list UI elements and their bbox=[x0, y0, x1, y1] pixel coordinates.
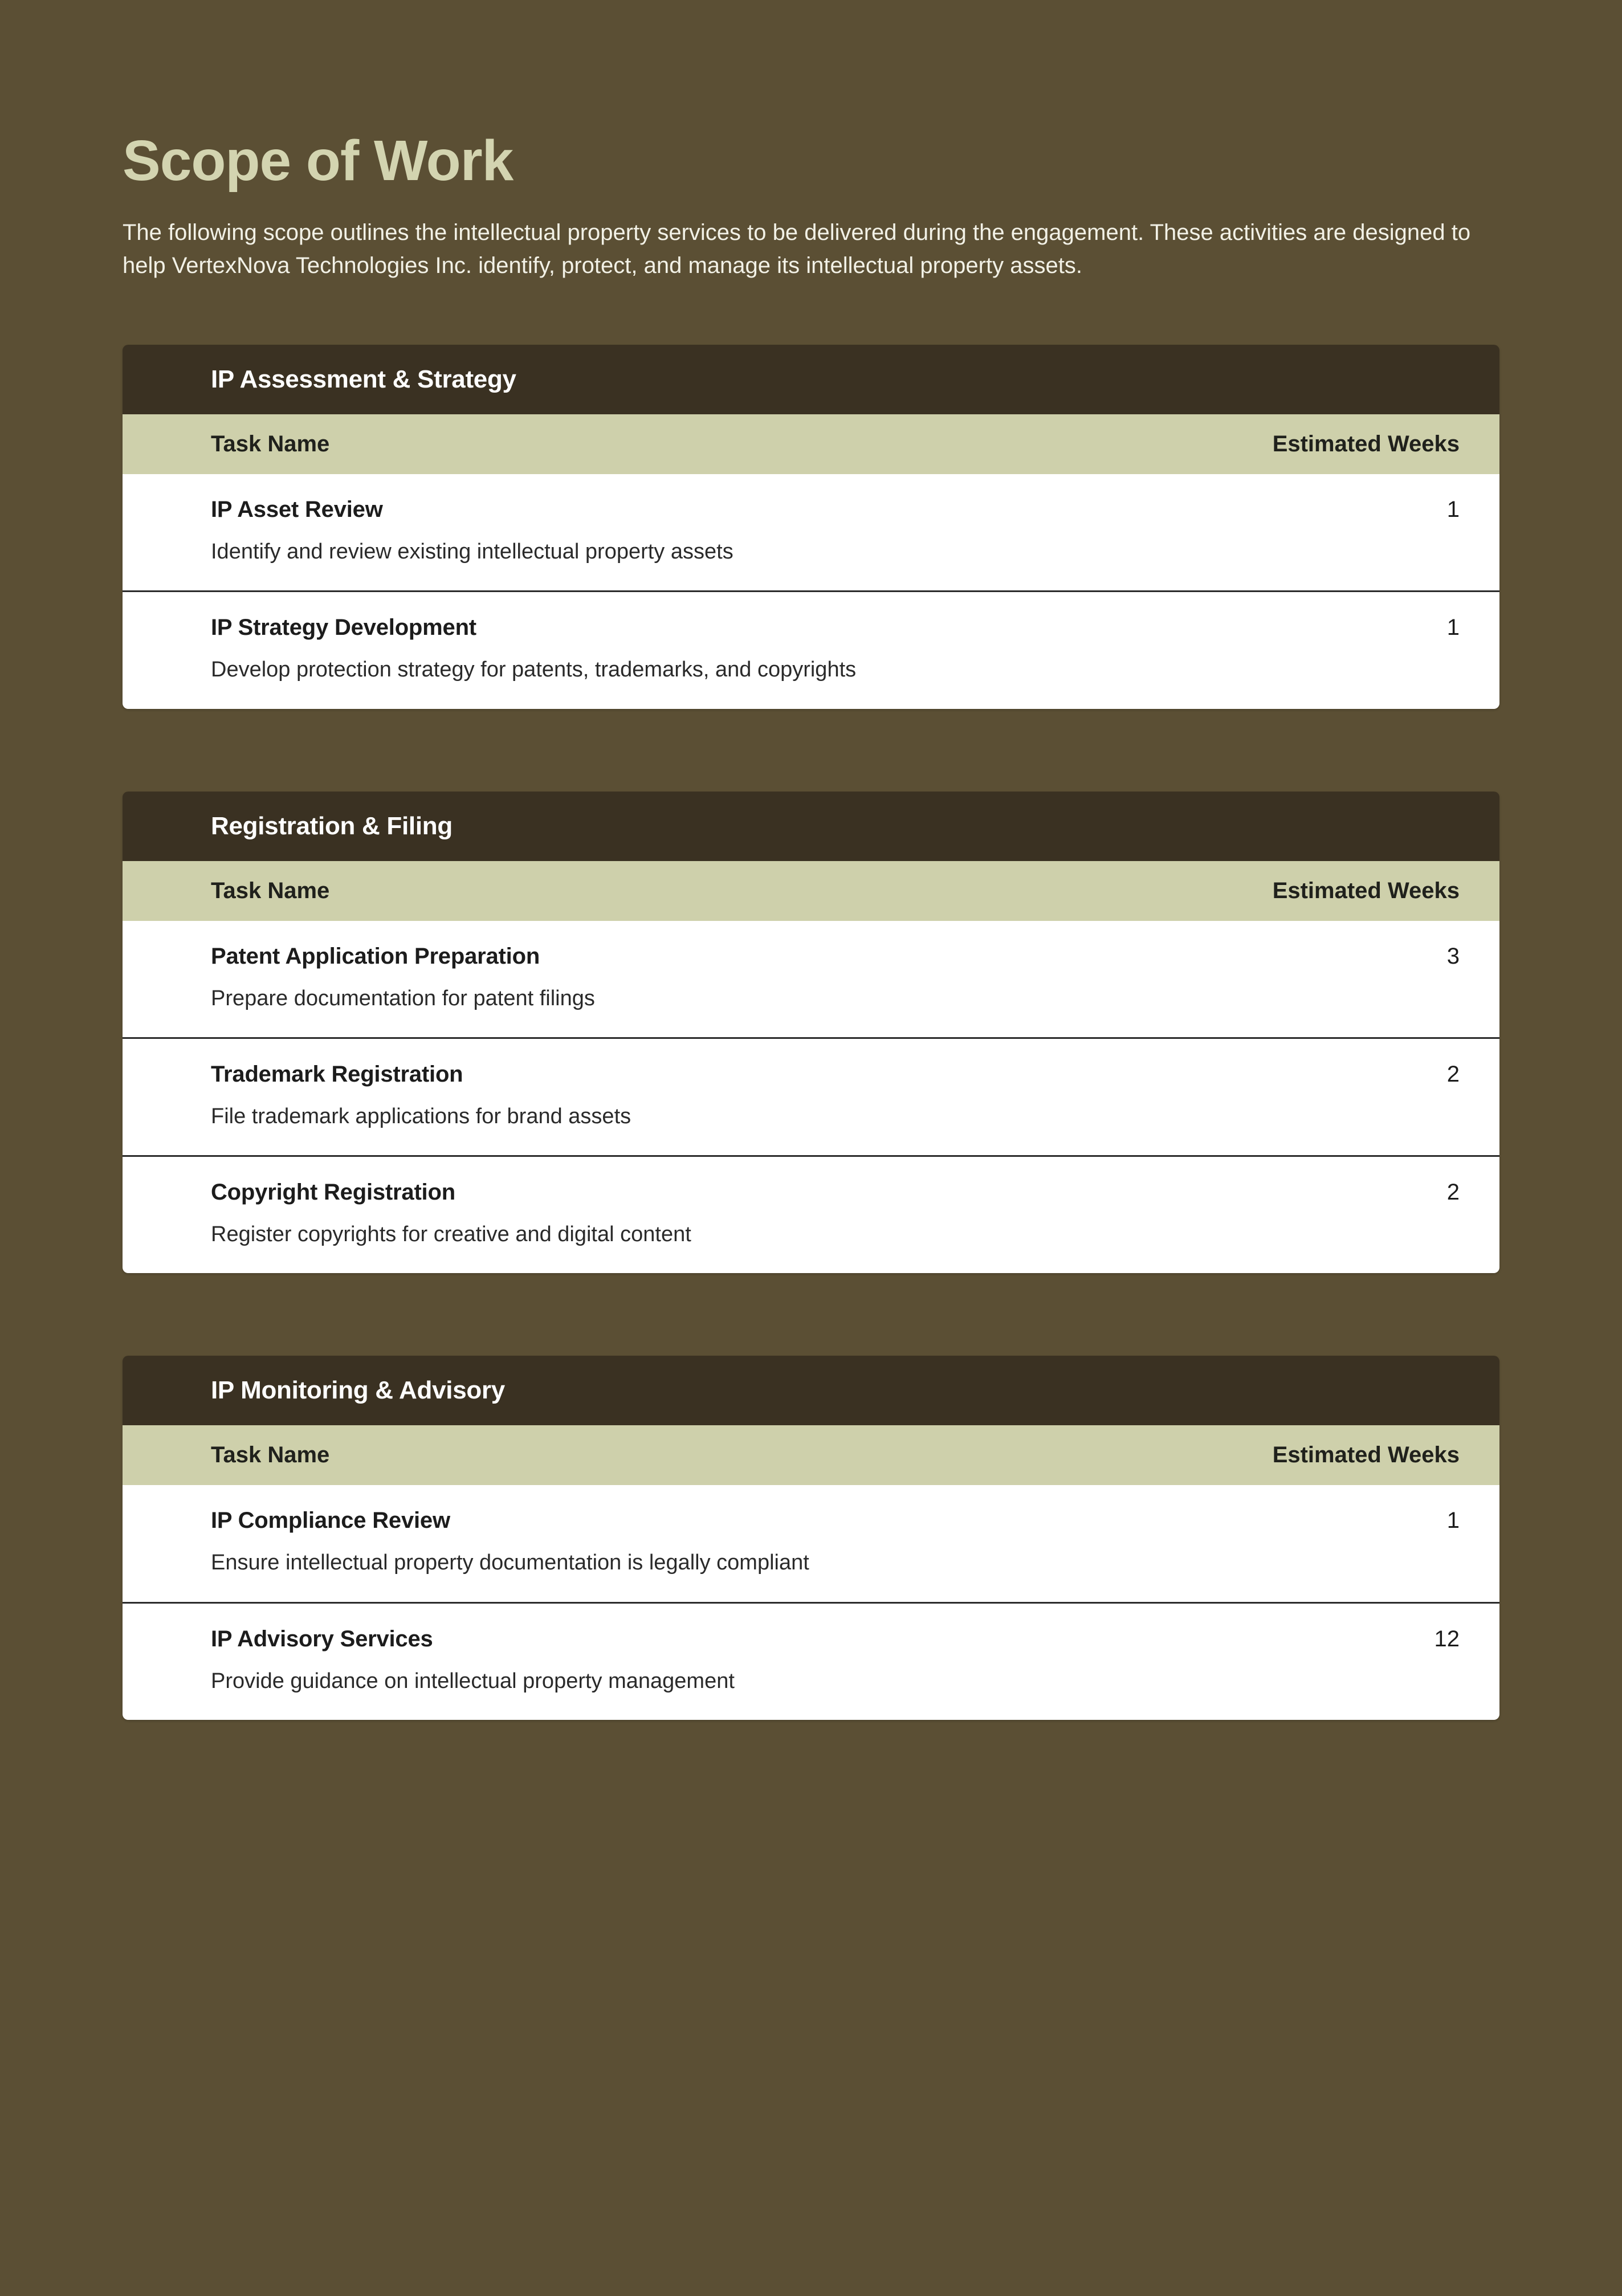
task-name: Copyright Registration bbox=[211, 1180, 455, 1205]
table-column-header bbox=[123, 1425, 1499, 1485]
task-name: Patent Application Preparation bbox=[211, 943, 540, 969]
table-row-top bbox=[211, 1180, 1460, 1205]
table-column-header bbox=[123, 414, 1499, 474]
table-row bbox=[123, 474, 1499, 592]
column-header-estimated-weeks: Estimated Weeks bbox=[1272, 1442, 1460, 1468]
column-header-task-name: Task Name bbox=[211, 878, 330, 903]
table-row-top bbox=[211, 1062, 1460, 1087]
task-description: Ensure intellectual property documentation is legally compliant bbox=[211, 1551, 809, 1575]
table-body bbox=[123, 921, 1499, 1274]
section-header: IP Monitoring & Advisory bbox=[123, 1356, 1499, 1425]
section-ip-monitoring-advisory bbox=[123, 1356, 1499, 1720]
task-name: Trademark Registration bbox=[211, 1061, 463, 1087]
page-title: Scope of Work bbox=[123, 129, 514, 193]
task-name: IP Strategy Development bbox=[211, 615, 476, 641]
task-name: IP Asset Review bbox=[211, 497, 383, 522]
table-row-top bbox=[211, 497, 1460, 523]
task-estimated-weeks: 1 bbox=[1446, 615, 1460, 641]
table-row bbox=[123, 1485, 1499, 1603]
section-header: IP Assessment & Strategy bbox=[123, 345, 1499, 414]
task-description: Register copyrights for creative and digital content bbox=[211, 1222, 691, 1247]
table-row-top bbox=[211, 944, 1460, 969]
task-estimated-weeks: 2 bbox=[1446, 1180, 1460, 1205]
task-name: IP Compliance Review bbox=[211, 1508, 450, 1534]
table-row-top bbox=[211, 1626, 1460, 1652]
task-description: Provide guidance on intellectual property management bbox=[211, 1669, 735, 1693]
task-description: File trademark applications for brand assets bbox=[211, 1104, 631, 1128]
task-estimated-weeks: 1 bbox=[1446, 1508, 1460, 1534]
task-description: Develop protection strategy for patents, trademarks, and copyrights bbox=[211, 658, 857, 682]
table-row bbox=[123, 921, 1499, 1039]
table-row bbox=[123, 1604, 1499, 1720]
intro-paragraph: The following scope outlines the intellectual property services to be delivered during the engagement. These activities are designed to help VertexNova Technologies Inc. identify, protect, and manage its intellectual property assets. bbox=[123, 220, 1471, 278]
section-registration-filing bbox=[123, 792, 1499, 1274]
task-estimated-weeks: 1 bbox=[1446, 497, 1460, 522]
column-header-estimated-weeks: Estimated Weeks bbox=[1272, 431, 1460, 456]
task-name: IP Advisory Services bbox=[211, 1626, 433, 1651]
column-header-task-name: Task Name bbox=[211, 431, 330, 456]
table-row bbox=[123, 1039, 1499, 1157]
table-body bbox=[123, 1485, 1499, 1720]
task-estimated-weeks: 2 bbox=[1446, 1061, 1460, 1087]
table-row bbox=[123, 592, 1499, 708]
table-body bbox=[123, 474, 1499, 709]
task-estimated-weeks: 3 bbox=[1446, 943, 1460, 969]
table-column-header bbox=[123, 861, 1499, 921]
task-description: Prepare documentation for patent filings bbox=[211, 986, 595, 1010]
task-description: Identify and review existing intellectual property assets bbox=[211, 540, 733, 564]
task-estimated-weeks: 12 bbox=[1434, 1626, 1460, 1651]
table-row bbox=[123, 1157, 1499, 1273]
table-row-top bbox=[211, 615, 1460, 641]
section-ip-assessment-strategy bbox=[123, 345, 1499, 709]
section-header: Registration & Filing bbox=[123, 792, 1499, 861]
table-row-top bbox=[211, 1508, 1460, 1534]
column-header-task-name: Task Name bbox=[211, 1442, 330, 1468]
column-header-estimated-weeks: Estimated Weeks bbox=[1272, 878, 1460, 903]
